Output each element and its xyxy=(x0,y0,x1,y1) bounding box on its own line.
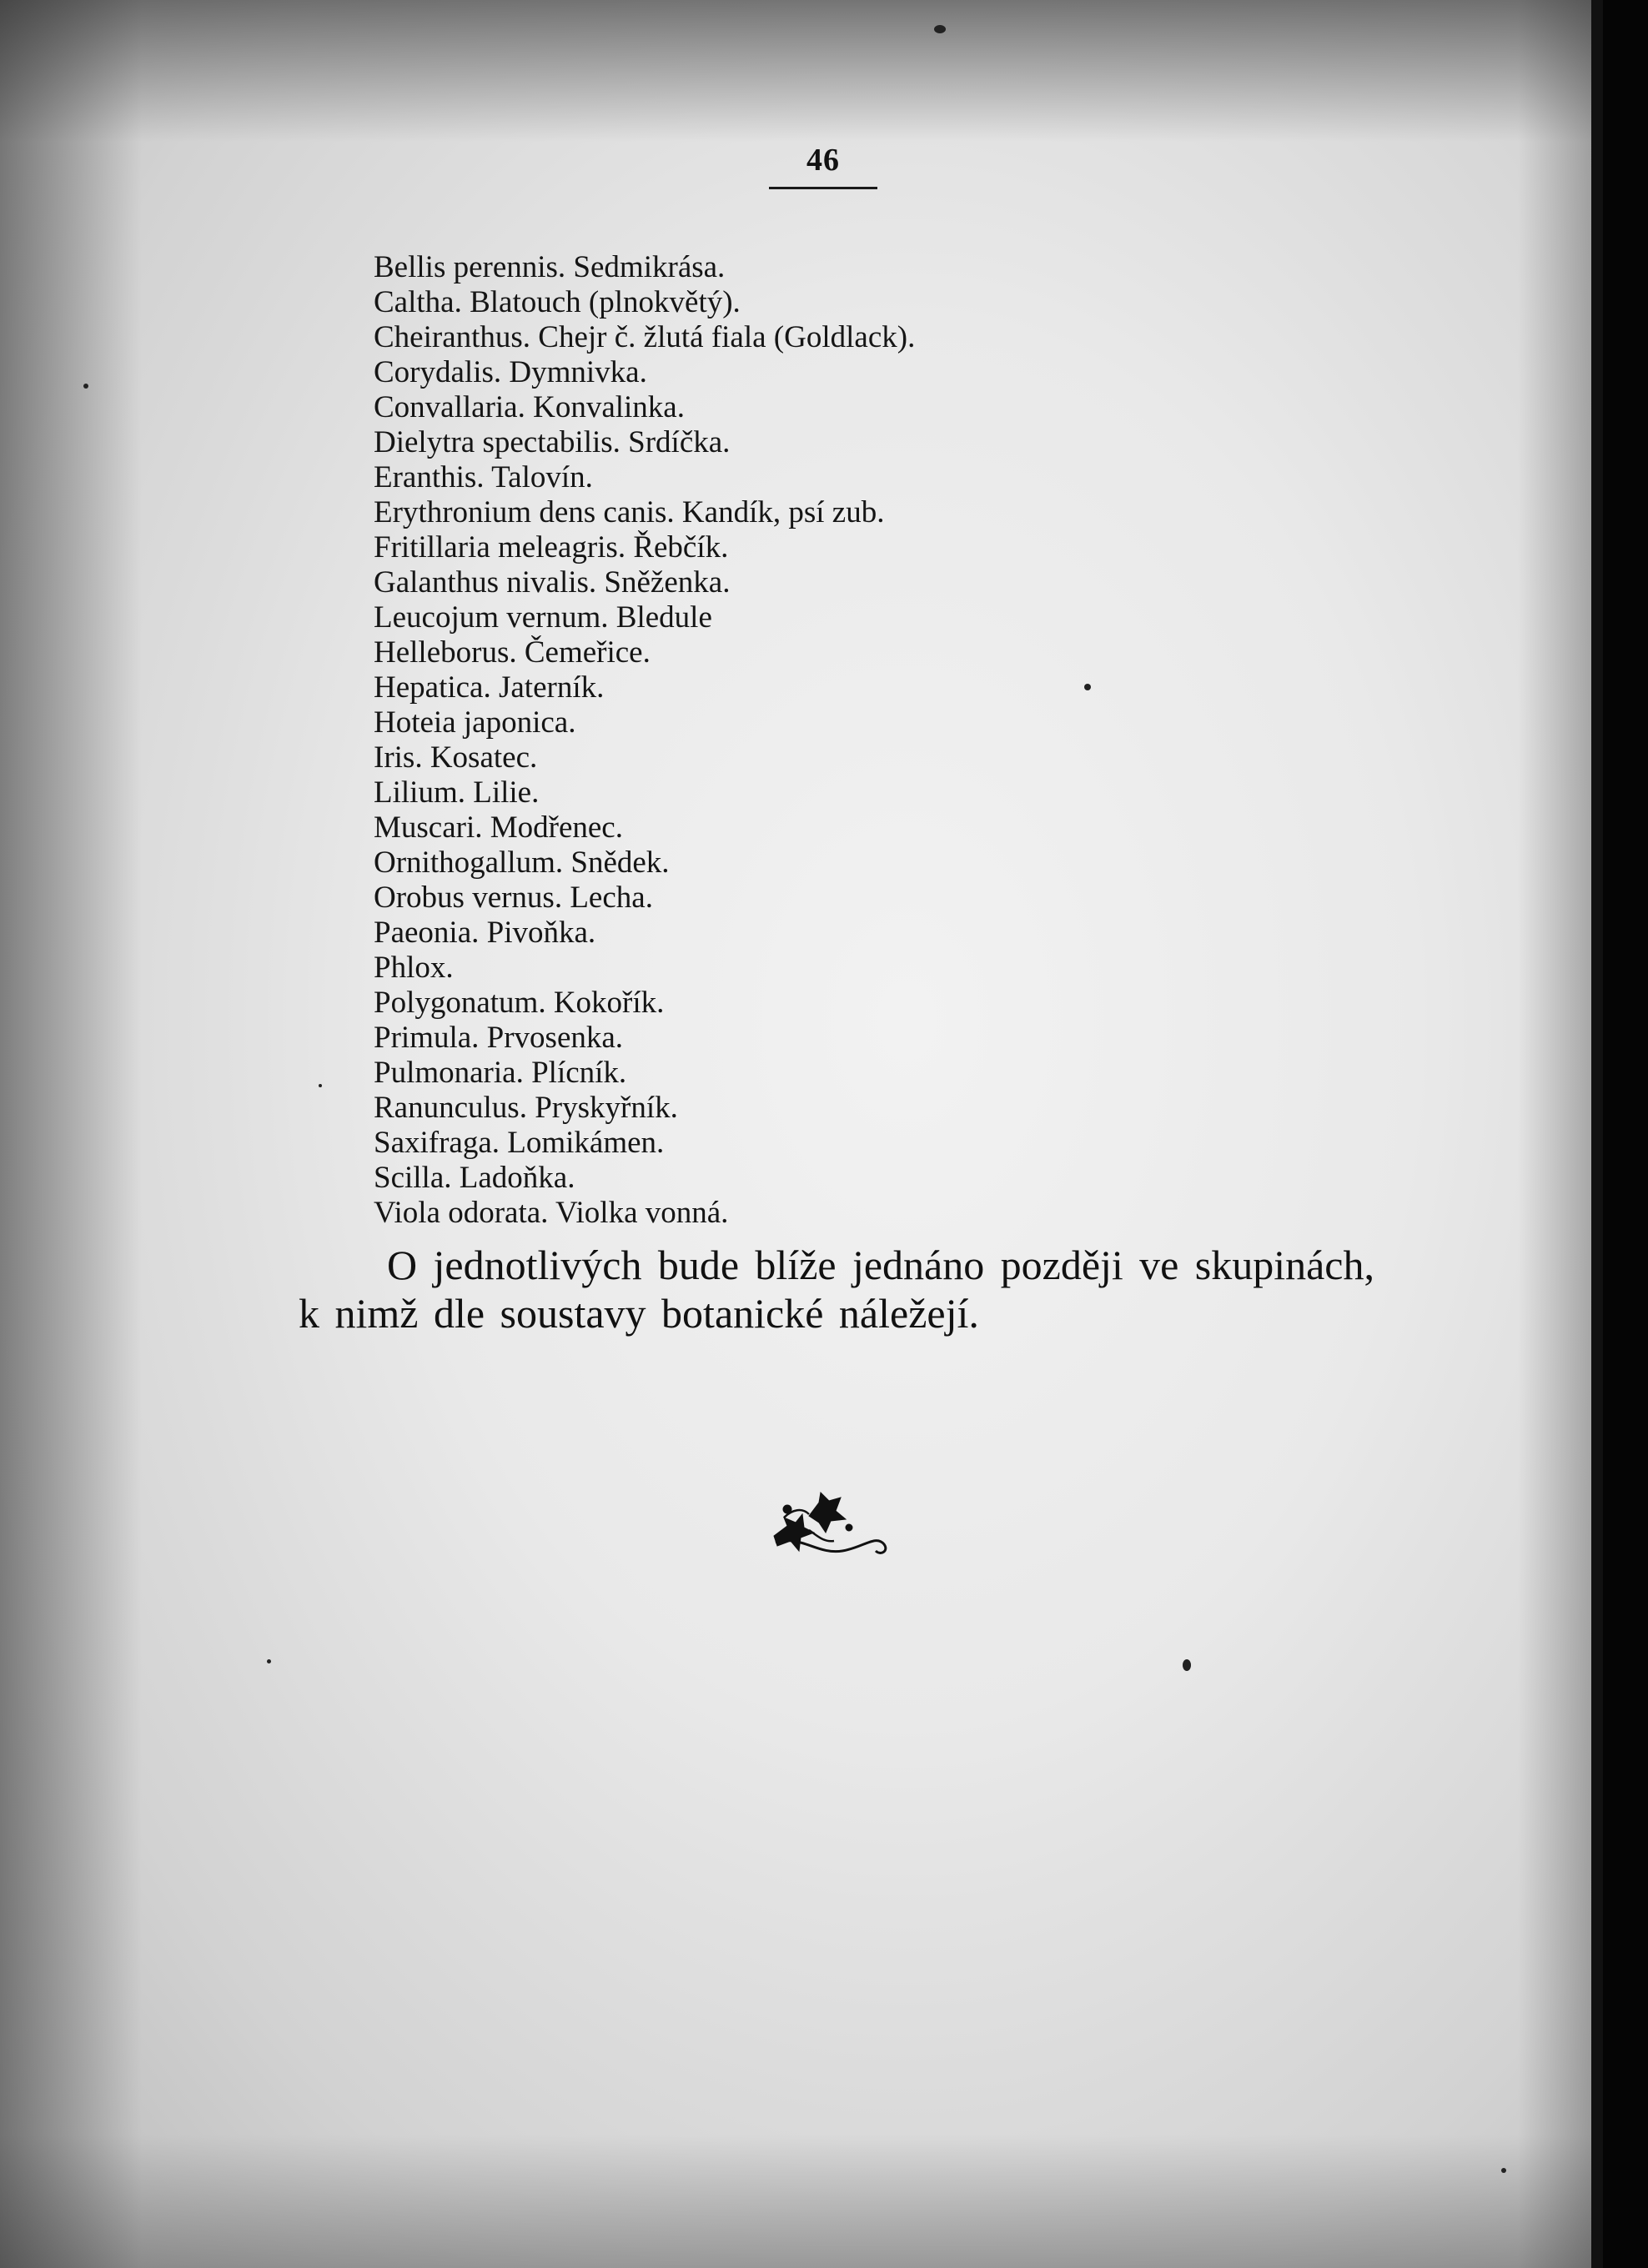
print-speck xyxy=(319,1084,322,1087)
page-shadow-right xyxy=(1518,0,1601,2268)
binding-shadow xyxy=(1603,0,1648,2268)
page-shadow-top xyxy=(0,0,1648,142)
list-item: Corydalis. Dymnivka. xyxy=(374,355,647,389)
page-number: 46 xyxy=(806,143,840,178)
list-item: Phlox. xyxy=(374,951,454,985)
list-item: Fritillaria meleagris. Řebčík. xyxy=(374,530,729,564)
closing-paragraph: O jednotlivých bude blíže jednáno později ve skupinách, k nimž dle soustavy botanické náležejí. xyxy=(299,1242,1374,1337)
ivy-leaf-ornament-icon xyxy=(759,1484,892,1568)
list-item: Viola odorata. Violka vonná. xyxy=(374,1196,729,1230)
list-item: Dielytra spectabilis. Srdíčka. xyxy=(374,425,731,459)
print-speck xyxy=(1084,684,1091,690)
list-item: Orobus vernus. Lecha. xyxy=(374,881,653,915)
list-item: Polygonatum. Kokořík. xyxy=(374,986,665,1020)
page-number-rule xyxy=(769,187,877,189)
binding-edge xyxy=(1591,0,1603,2268)
list-item: Muscari. Modřenec. xyxy=(374,810,623,845)
list-item: Primula. Prvosenka. xyxy=(374,1021,624,1055)
list-item: Cheiranthus. Chejr č. žlutá fiala (Goldlack). xyxy=(374,320,916,354)
list-item: Bellis perennis. Sedmikrása. xyxy=(374,250,726,284)
plant-list xyxy=(374,250,915,1231)
print-speck xyxy=(1183,1659,1191,1671)
page-shadow-bottom xyxy=(0,2135,1648,2268)
list-item: Erythronium dens canis. Kandík, psí zub. xyxy=(374,495,885,529)
list-item: Leucojum vernum. Bledule xyxy=(374,600,712,635)
list-item: Convallaria. Konvalinka. xyxy=(374,390,685,424)
list-item: Ornithogallum. Snědek. xyxy=(374,845,670,880)
list-item: Galanthus nivalis. Sněženka. xyxy=(374,565,731,600)
print-speck xyxy=(934,25,946,33)
page-shadow-left xyxy=(0,0,142,2268)
list-item: Eranthis. Talovín. xyxy=(374,460,593,494)
print-speck xyxy=(1501,2168,1506,2173)
list-item: Helleborus. Čemeřice. xyxy=(374,635,651,670)
list-item: Hoteia japonica. xyxy=(374,705,576,740)
print-speck xyxy=(83,384,88,389)
list-item: Pulmonaria. Plícník. xyxy=(374,1056,627,1090)
list-item: Hepatica. Jaterník. xyxy=(374,670,605,705)
print-speck xyxy=(267,1659,271,1663)
list-item: Paeonia. Pivoňka. xyxy=(374,916,596,950)
list-item: Saxifraga. Lomikámen. xyxy=(374,1126,665,1160)
list-item: Caltha. Blatouch (plnokvětý). xyxy=(374,285,741,319)
list-item: Iris. Kosatec. xyxy=(374,740,538,775)
list-item: Ranunculus. Pryskyřník. xyxy=(374,1091,678,1125)
list-item: Scilla. Ladoňka. xyxy=(374,1161,575,1195)
list-item: Lilium. Lilie. xyxy=(374,775,540,810)
